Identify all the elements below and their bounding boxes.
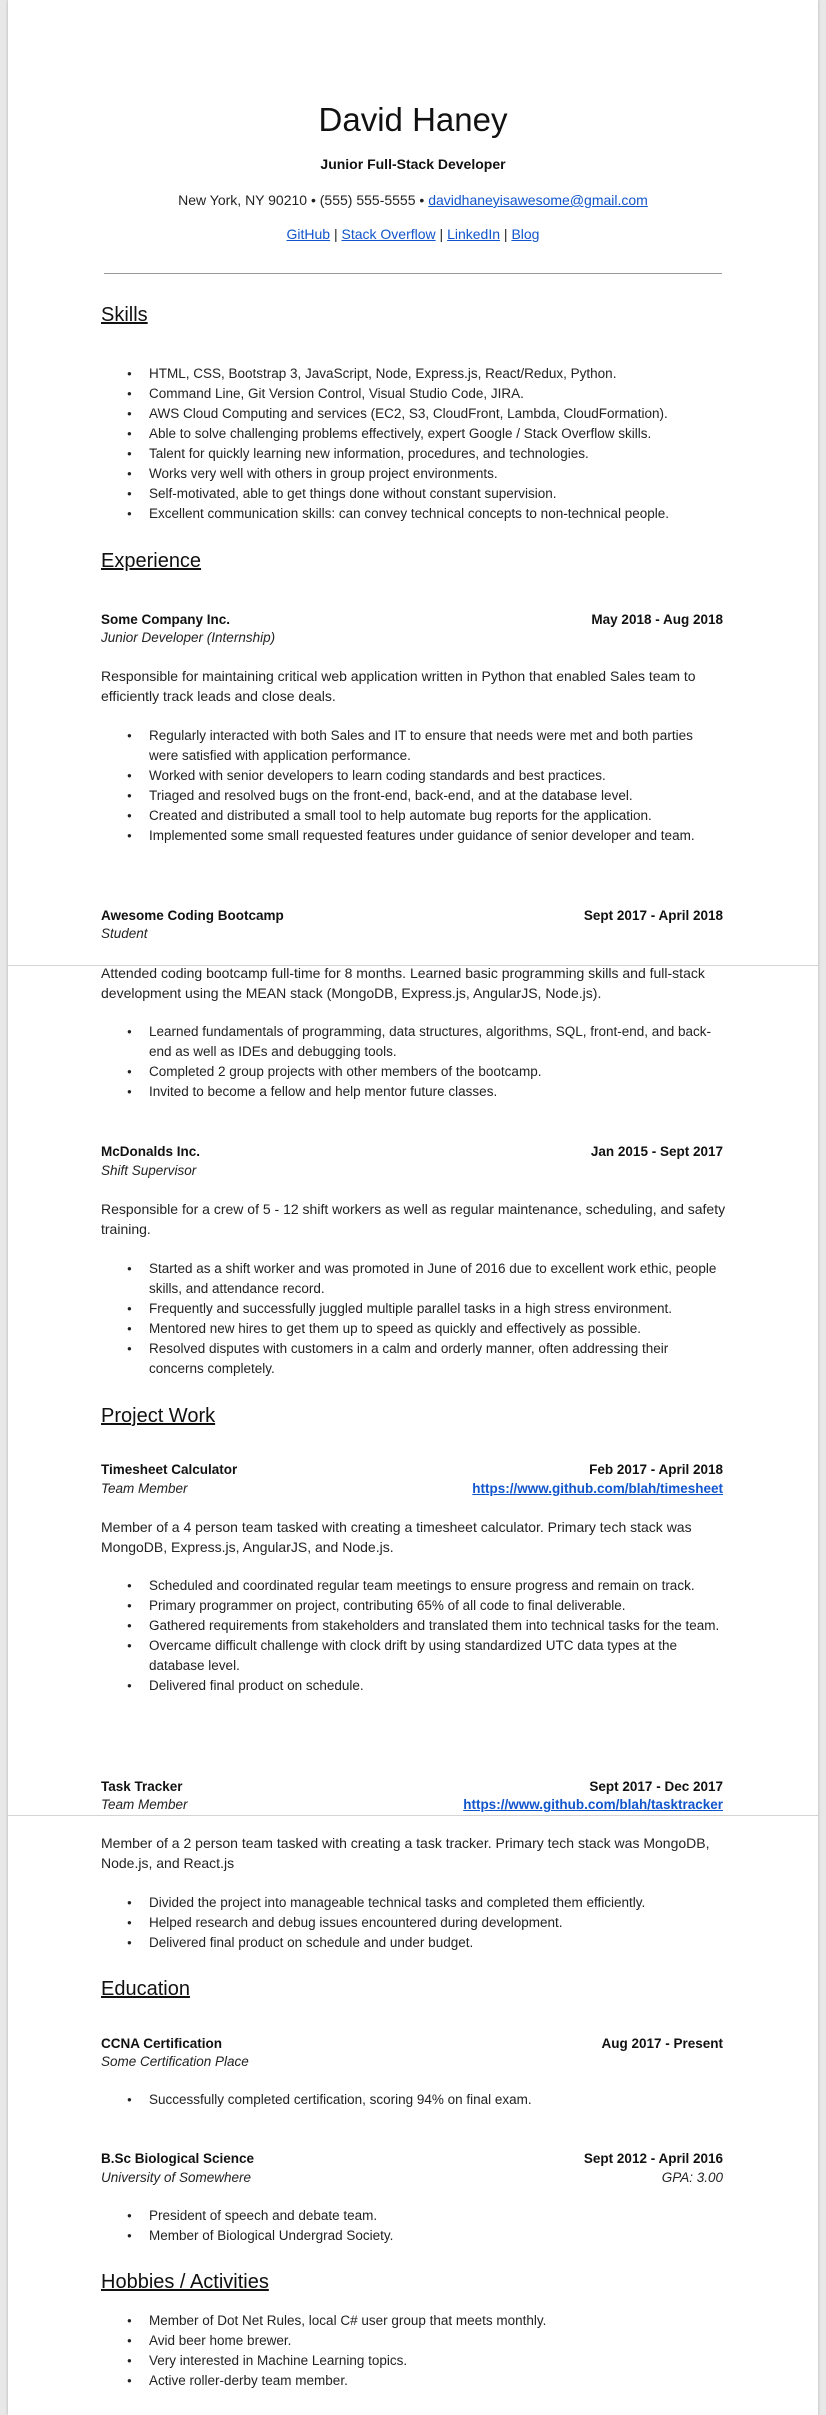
skill-item: ● Self-motivated, able to get things done without constant supervision.: [149, 484, 723, 504]
github-link[interactable]: GitHub: [286, 226, 331, 242]
section-heading-projects: Project Work: [101, 1405, 216, 1427]
job-bullet: ● Worked with senior developers to learn coding standards and best practices.: [149, 766, 723, 786]
section-heading-experience: Experience: [101, 550, 202, 572]
resume-page: [8, 0, 818, 2415]
job-dates: Jan 2015 - Sept 2017: [590, 1144, 723, 1159]
job-org: Awesome Coding Bootcamp: [101, 908, 284, 923]
stack-overflow-link[interactable]: Stack Overflow: [341, 226, 436, 242]
project-bullet: ● Primary programmer on project, contributing 65% of all code to final deliverable.: [149, 1596, 723, 1616]
project-name: Task Tracker: [101, 1779, 183, 1794]
job-bullets: [101, 726, 723, 846]
section-heading-hobbies: Hobbies / Activities: [101, 2271, 269, 2293]
skill-item: ● Talent for quickly learning new information, procedures, and technologies.: [149, 444, 723, 464]
hobby-item: ● Avid beer home brewer.: [149, 2331, 723, 2351]
section-heading-skills: Skills: [101, 304, 148, 326]
project-repo-link[interactable]: https://www.github.com/blah/timesheet: [472, 1481, 723, 1496]
job-bullet: ● Completed 2 group projects with other members of the bootcamp.: [149, 1062, 723, 1082]
contact-details: New York, NY 90210 • (555) 555-5555 •: [178, 192, 429, 208]
education-bullet: ● President of speech and debate team.: [149, 2206, 723, 2226]
job-bullet: ● Mentored new hires to get them up to speed as quickly and effectively as possible.: [149, 1319, 723, 1339]
skill-item: ● Command Line, Git Version Control, Visual Studio Code, JIRA.: [149, 384, 723, 404]
skill-item: ● Excellent communication skills: can convey technical concepts to non-technical people.: [149, 504, 723, 524]
education-bullets: [101, 2206, 723, 2246]
job-summary: Responsible for a crew of 5 - 12 shift workers as well as regular maintenance, scheduling, and safety training.: [101, 1201, 726, 1237]
education-place: University of Somewhere: [101, 2170, 252, 2185]
project-repo-link[interactable]: https://www.github.com/blah/tasktracker: [463, 1797, 723, 1812]
project-summary: Member of a 4 person team tasked with creating a timesheet calculator. Primary tech stack was MongoDB, Express.js, AngularJS, and Node.js.: [101, 1519, 692, 1555]
email-link[interactable]: davidhaneyisawesome@gmail.com: [428, 192, 648, 208]
link-separator: |: [500, 226, 512, 242]
job-bullet: ● Implemented some small requested features under guidance of senior developer and team.: [149, 826, 723, 846]
education-name: B.Sc Biological Science: [101, 2151, 255, 2166]
job-summary: Responsible for maintaining critical web application written in Python that enabled Sales team to efficiently track leads and close deals.: [101, 668, 696, 704]
education-bullets: [101, 2090, 723, 2110]
education-bullet: ● Member of Biological Undergrad Society.: [149, 2226, 723, 2246]
hobby-item: ● Very interested in Machine Learning topics.: [149, 2351, 723, 2371]
job-dates: May 2018 - Aug 2018: [591, 612, 723, 627]
project-bullet: ● Helped research and debug issues encountered during development.: [149, 1913, 723, 1933]
job-role: Shift Supervisor: [101, 1163, 197, 1178]
job-bullet: ● Resolved disputes with customers in a calm and orderly manner, often addressing their concerns completely.: [149, 1339, 723, 1379]
education-dates: Aug 2017 - Present: [601, 2036, 723, 2051]
skill-item: ● Able to solve challenging problems effectively, expert Google / Stack Overflow skills.: [149, 424, 723, 444]
education-bullet: ● Successfully completed certification, scoring 94% on final exam.: [149, 2090, 723, 2110]
project-bullet: ● Delivered final product on schedule and under budget.: [149, 1933, 723, 1953]
job-org: Some Company Inc.: [101, 612, 231, 627]
project-bullet: ● Gathered requirements from stakeholders and translated them into technical tasks for the team.: [149, 1616, 723, 1636]
job-bullet: ● Invited to become a fellow and help mentor future classes.: [149, 1082, 723, 1102]
job-summary: Attended coding bootcamp full-time for 8 months. Learned basic programming skills and full-stack development using the MEAN stack (MongoDB, Express.js, AngularJS, Node.js).: [101, 965, 705, 1001]
project-bullets: [101, 1893, 723, 1953]
link-separator: |: [435, 226, 448, 242]
contact-line: [8, 192, 818, 208]
project-bullet: ● Divided the project into manageable technical tasks and completed them efficiently.: [149, 1893, 723, 1913]
job-bullet: ● Created and distributed a small tool to help automate bug reports for the application.: [149, 806, 723, 826]
skill-item: ● HTML, CSS, Bootstrap 3, JavaScript, Node, Express.js, React/Redux, Python.: [149, 364, 723, 384]
job-bullet: ● Frequently and successfully juggled multiple parallel tasks in a high stress environment.: [149, 1299, 723, 1319]
job-bullet: ● Regularly interacted with both Sales and IT to ensure that needs were met and both parties were satisfied with application performance.: [149, 726, 723, 766]
project-bullet: ● Scheduled and coordinated regular team meetings to ensure progress and remain on track.: [149, 1576, 723, 1596]
job-bullets: [101, 1259, 723, 1379]
profile-links: [8, 226, 818, 242]
project-bullet: ● Delivered final product on schedule.: [149, 1676, 723, 1696]
blog-link[interactable]: Blog: [511, 226, 540, 242]
candidate-name: David Haney: [318, 101, 508, 138]
job-bullet: ● Learned fundamentals of programming, data structures, algorithms, SQL, front-end, and back-end as well as IDEs and debugging tools.: [149, 1022, 723, 1062]
job-bullet: ● Started as a shift worker and was promoted in June of 2016 due to excellent work ethic, people skills, and attendance record.: [149, 1259, 723, 1299]
candidate-title: Junior Full-Stack Developer: [320, 156, 506, 172]
project-name: Timesheet Calculator: [101, 1462, 238, 1477]
header-divider: [104, 273, 722, 274]
job-org: McDonalds Inc.: [101, 1144, 201, 1159]
education-place: Some Certification Place: [101, 2054, 249, 2069]
project-bullet: ● Overcame difficult challenge with clock drift by using standardized UTC data types at the database level.: [149, 1636, 723, 1676]
project-dates: Feb 2017 - April 2018: [589, 1462, 723, 1477]
project-bullets: [101, 1576, 723, 1696]
hobby-item: ● Active roller-derby team member.: [149, 2371, 723, 2391]
job-bullets: [101, 1022, 723, 1102]
section-heading-education: Education: [101, 1978, 190, 2000]
project-role: Team Member: [101, 1481, 188, 1496]
job-bullet: ● Triaged and resolved bugs on the front-end, back-end, and at the database level.: [149, 786, 723, 806]
page-break: [8, 1815, 818, 1816]
education-name: CCNA Certification: [101, 2036, 223, 2051]
hobby-item: ● Member of Dot Net Rules, local C# user group that meets monthly.: [149, 2311, 723, 2331]
education-dates: Sept 2012 - April 2016: [583, 2151, 723, 2166]
project-summary: Member of a 2 person team tasked with creating a task tracker. Primary tech stack was MongoDB, Node.js, and React.js: [101, 1835, 710, 1871]
project-role: Team Member: [101, 1797, 188, 1812]
skill-item: ● Works very well with others in group project environments.: [149, 464, 723, 484]
skills-list: [101, 364, 723, 524]
job-dates: Sept 2017 - April 2018: [583, 908, 723, 923]
job-role: Student: [101, 926, 148, 941]
link-separator: |: [330, 226, 342, 242]
hobbies-list: [101, 2311, 723, 2391]
project-dates: Sept 2017 - Dec 2017: [589, 1779, 723, 1794]
skill-item: ● AWS Cloud Computing and services (EC2, S3, CloudFront, Lambda, CloudFormation).: [149, 404, 723, 424]
linkedin-link[interactable]: LinkedIn: [447, 226, 501, 242]
job-role: Junior Developer (Internship): [101, 630, 276, 645]
education-gpa: GPA: 3.00: [661, 2170, 723, 2185]
